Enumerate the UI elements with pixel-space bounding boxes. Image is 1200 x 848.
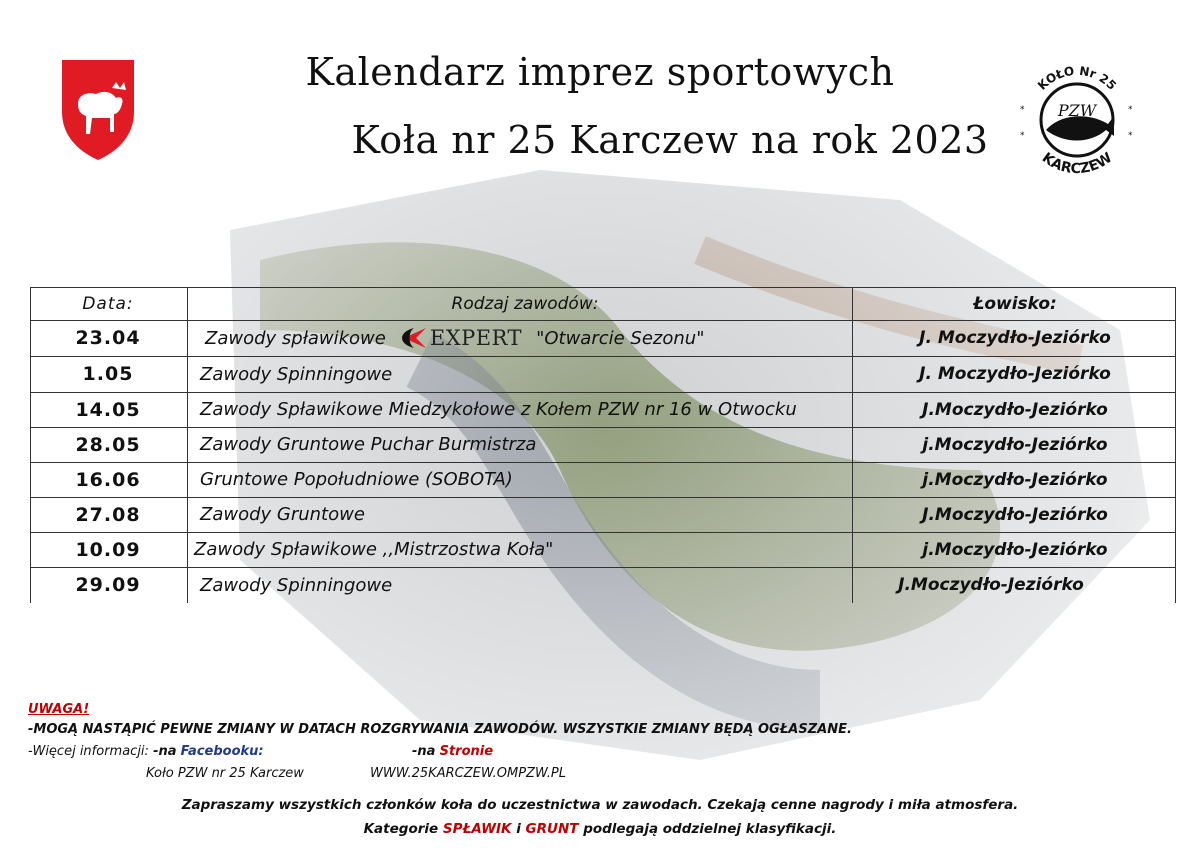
event-place: J.Moczydło-Jeziórko — [898, 575, 1084, 595]
facebook-label: Facebooku: — [180, 744, 264, 759]
table-row — [30, 320, 1176, 357]
event-date: 27.08 — [75, 503, 141, 526]
event-date: 28.05 — [75, 433, 141, 456]
changes-note: -MOGĄ NASTĄPIĆ PEWNE ZMIANY W DATACH ROZGRYWANIA ZAWODÓW. WSZYSTKIE ZMIANY BĘDĄ OGŁASZANE. — [28, 722, 852, 737]
categories-text — [0, 821, 1200, 837]
table-row — [30, 427, 1176, 463]
club-badge-logo — [1010, 50, 1144, 184]
categories-suffix: podlegają oddzielnej klasyfikacji. — [583, 821, 837, 837]
facebook-value: Koło PZW nr 25 Karczew — [146, 766, 304, 781]
table-row — [30, 356, 1176, 393]
expert-sponsor-logo — [396, 326, 522, 350]
event-date: 10.09 — [75, 538, 141, 561]
website-value[interactable]: WWW.25KARCZEW.OMPZW.PL — [370, 766, 566, 781]
svg-text:KARCZEW — [1039, 150, 1115, 177]
event-place: j.Moczydło-Jeziórko — [922, 469, 1108, 490]
site-prefix: -na — [412, 744, 436, 759]
event-place: j.Moczydło-Jeziórko — [922, 434, 1108, 455]
table-row — [30, 462, 1176, 498]
svg-text:*: * — [1128, 105, 1133, 115]
event-date: 14.05 — [75, 398, 141, 421]
event-date: 16.06 — [75, 468, 141, 491]
table-row — [30, 532, 1176, 568]
header-type: Rodzaj zawodów: — [451, 293, 599, 314]
table-row — [30, 392, 1176, 428]
category-splawik: SPŁAWIK — [442, 821, 512, 837]
event-name: Zawody Spławikowe Miedzykołowe z Kołem PZW nr 16 w Otwocku — [200, 399, 797, 420]
expert-logo-text: EXPERT — [429, 326, 523, 350]
event-name: Zawody Gruntowe — [200, 504, 365, 525]
table-row — [30, 567, 1176, 603]
event-extra: "Otwarcie Sezonu" — [536, 327, 705, 349]
event-name: Zawody Gruntowe Puchar Burmistrza — [200, 434, 537, 455]
event-name: Gruntowe Popołudniowe (SOBOTA) — [200, 469, 513, 490]
badge-monogram: PZW — [1057, 101, 1097, 120]
categories-prefix: Kategorie — [363, 821, 439, 837]
invitation-text: Zapraszamy wszystkich członków koła do uczestnictwa w zawodach. Czekają cenne nagrody i miła atmosfera. — [181, 797, 1019, 813]
svg-text:KOŁO Nr 25 — [1035, 64, 1119, 93]
badge-top-text: KOŁO Nr 25 — [1035, 63, 1119, 93]
svg-text:*: * — [1128, 131, 1133, 141]
event-name: Zawody Spinningowe — [200, 574, 393, 596]
event-place: j.Moczydło-Jeziórko — [922, 539, 1108, 560]
event-name: Zawody Spinningowe — [200, 363, 393, 385]
expert-logo-icon — [396, 326, 428, 350]
event-date: 1.05 — [82, 363, 134, 385]
page-title-line2: Koła nr 25 Karczew na rok 2023 — [351, 118, 989, 162]
coat-of-arms-logo — [58, 52, 138, 162]
event-place: J.Moczydło-Jeziórko — [922, 504, 1108, 525]
badge-bottom-text: KARCZEW — [1038, 149, 1116, 178]
website-label: Stronie — [439, 744, 494, 759]
event-place: J. Moczydło-Jeziórko — [919, 328, 1111, 348]
header-date: Data: — [82, 293, 134, 314]
event-name: Zawody Spławikowe ,,Mistrzostwa Koła" — [194, 539, 554, 560]
event-name — [205, 320, 855, 356]
event-date: 23.04 — [75, 327, 141, 349]
svg-text:*: * — [1020, 105, 1025, 115]
svg-text:*: * — [1020, 131, 1025, 141]
fb-prefix: -na — [153, 744, 177, 759]
table-header-row — [30, 287, 1176, 321]
event-name-text: Zawody spławikowe — [205, 327, 386, 349]
header-place: Łowisko: — [973, 293, 1057, 314]
event-place: J.Moczydło-Jeziórko — [922, 399, 1108, 420]
page-title-line1: Kalendarz imprez sportowych — [305, 50, 895, 94]
categories-and: i — [516, 821, 521, 837]
table-row — [30, 497, 1176, 533]
event-place: J. Moczydło-Jeziórko — [919, 364, 1111, 384]
warning-label: UWAGA! — [28, 702, 90, 717]
more-info-label: -Więcej informacji: — [28, 744, 149, 759]
event-date: 29.09 — [75, 574, 141, 596]
more-info-line — [28, 744, 494, 759]
category-grunt: GRUNT — [525, 821, 579, 837]
